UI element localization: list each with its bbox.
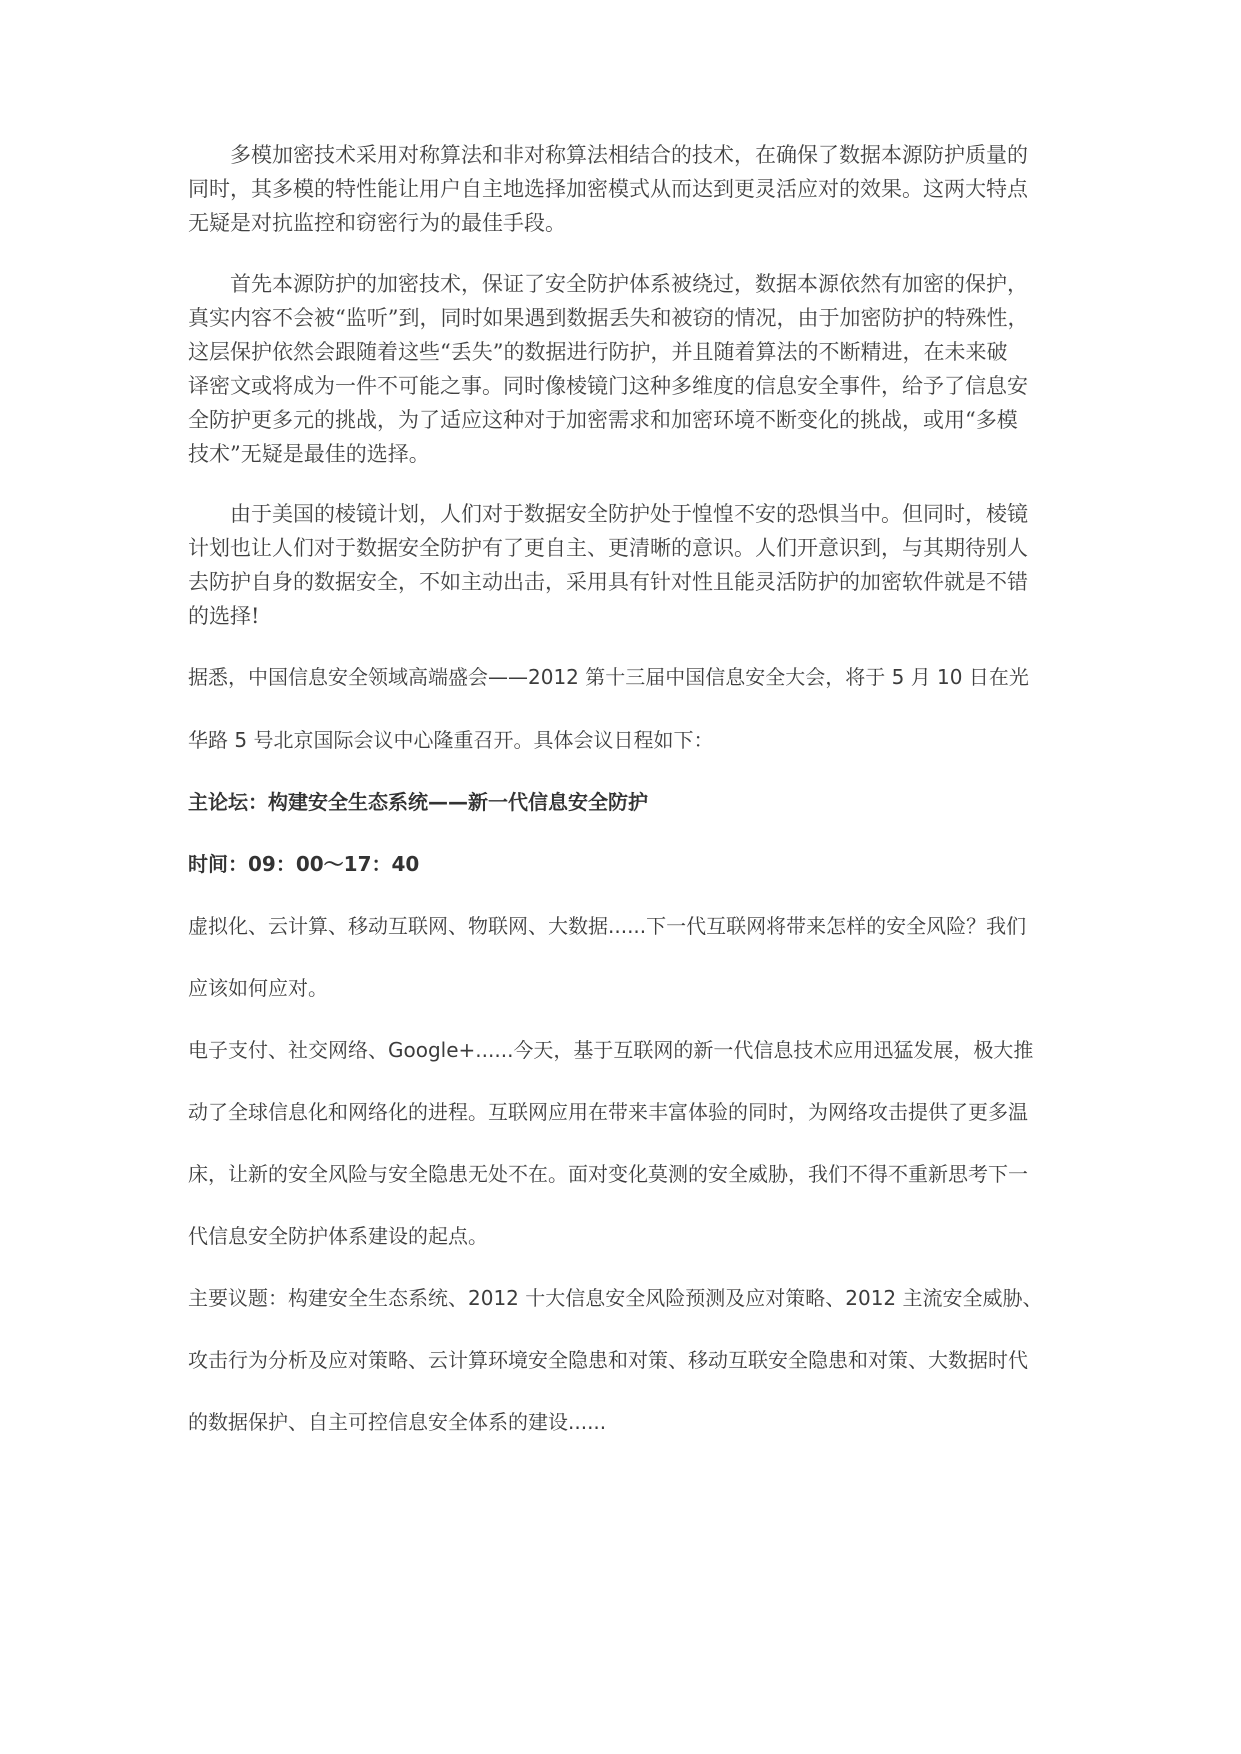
paragraph-line: 床，让新的安全风险与安全隐患无处不在。面对变化莫测的安全威胁，我们不得不重新思考下一: [188, 1162, 1028, 1186]
topics-line: 主要议题：构建安全生态系统、2012 十大信息安全风险预测及应对策略、2012 主流安全威胁、: [188, 1286, 1043, 1310]
topics-line: 的数据保护、自主可控信息安全体系的建设......: [188, 1410, 607, 1434]
paragraph-line: 代信息安全防护体系建设的起点。: [188, 1224, 488, 1248]
paragraph-line: 这层保护依然会跟随着这些“丢失”的数据进行防护，并且随着算法的不断精进，在未来破: [188, 340, 1008, 364]
paragraph-line: 动了全球信息化和网络化的进程。互联网应用在带来丰富体验的同时，为网络攻击提供了更多温: [188, 1100, 1028, 1124]
paragraph-line: 电子支付、社交网络、Google+......今天，基于互联网的新一代信息技术应用迅猛发展，极大推: [188, 1038, 1034, 1062]
forum-title: 主论坛：构建安全生态系统——新一代信息安全防护: [188, 790, 648, 814]
topics-line: 攻击行为分析及应对策略、云计算环境安全隐患和对策、移动互联安全隐患和对策、大数据时代: [188, 1348, 1028, 1372]
news-intro-line: 据悉，中国信息安全领域高端盛会——2012 第十三届中国信息安全大会，将于 5 月 10 日在光: [188, 665, 1029, 689]
paragraph-line: 同时，其多模的特性能让用户自主地选择加密模式从而达到更灵活应对的效果。这两大特点: [188, 177, 1028, 201]
paragraph-line: 虚拟化、云计算、移动互联网、物联网、大数据......下一代互联网将带来怎样的安全风险？我们: [188, 914, 1027, 938]
paragraph-line: 首先本源防护的加密技术，保证了安全防护体系被绕过，数据本源依然有加密的保护，: [188, 272, 1028, 296]
paragraph-line: 去防护自身的数据安全，不如主动出击，采用具有针对性且能灵活防护的加密软件就是不错: [188, 570, 1028, 594]
forum-time: 时间：09：00～17：40: [188, 852, 420, 876]
paragraph-line: 全防护更多元的挑战，为了适应这种对于加密需求和加密环境不断变化的挑战，或用“多模: [188, 408, 1018, 432]
paragraph-line: 译密文或将成为一件不可能之事。同时像棱镜门这种多维度的信息安全事件，给予了信息安: [188, 374, 1028, 398]
paragraph-line: 技术”无疑是最佳的选择。: [188, 442, 430, 466]
paragraph-line: 多模加密技术采用对称算法和非对称算法相结合的技术，在确保了数据本源防护质量的: [188, 143, 1028, 167]
paragraph-line: 计划也让人们对于数据安全防护有了更自主、更清晰的意识。人们开意识到，与其期待别人: [188, 536, 1028, 560]
news-intro-line: 华路 5 号北京国际会议中心隆重召开。具体会议日程如下：: [188, 728, 714, 752]
paragraph-line: 无疑是对抗监控和窃密行为的最佳手段。: [188, 211, 566, 235]
paragraph-line: 的选择!: [188, 604, 260, 628]
paragraph-line: 真实内容不会被“监听”到，同时如果遇到数据丢失和被窃的情况，由于加密防护的特殊性，: [188, 306, 1029, 330]
paragraph-line: 应该如何应对。: [188, 976, 328, 1000]
paragraph-line: 由于美国的棱镜计划，人们对于数据安全防护处于惶惶不安的恐惧当中。但同时，棱镜: [188, 502, 1028, 526]
